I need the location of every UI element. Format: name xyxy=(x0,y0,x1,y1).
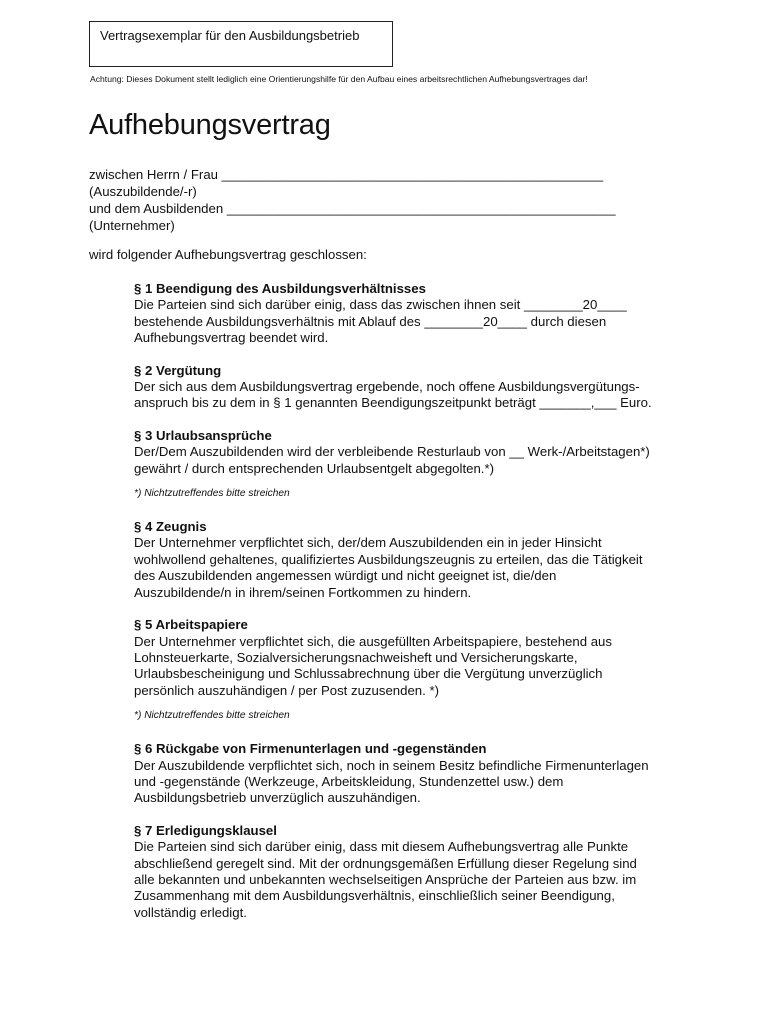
section-6 xyxy=(134,741,694,807)
contract-copy-label: Vertragsexemplar für den Ausbildungsbetrieb xyxy=(100,28,360,43)
parties-block xyxy=(89,166,616,234)
section-text-line: alle bekannten und unbekannten wechselseitigen Ansprüche der Parteien aus bzw. im xyxy=(134,871,637,887)
section-body xyxy=(134,634,694,700)
section-text-line: Der/Dem Auszubildenden wird der verbleibende Resturlaub von __ Werk-/Arbeitstagen*) xyxy=(134,444,650,460)
disclaimer-note: Achtung: Dieses Dokument stellt lediglich eine Orientierungshilfe für den Aufbau eines arbeitsrechtlichen Aufhebungsvertrages dar! xyxy=(90,74,588,84)
section-body xyxy=(134,444,694,477)
section-text-line: Aufhebungsvertrag beendet wird. xyxy=(134,330,329,346)
section-body xyxy=(134,379,694,412)
section-body xyxy=(134,297,694,346)
section-heading: § 7 Erledigungsklausel xyxy=(134,822,277,838)
document-title: Aufhebungsvertrag xyxy=(89,109,331,141)
section-text-line: Der sich aus dem Ausbildungsvertrag ergebende, noch offene Ausbildungsvergütungs- xyxy=(134,379,640,395)
section-text-line: des Auszubildenden angemessen würdigt und nicht geeignet ist, die/den xyxy=(134,568,557,584)
section-text-line: Zusammenhang mit dem Ausbildungsverhältnis, einschließlich seiner Beendigung, xyxy=(134,888,615,904)
section-text-line: Urlaubsbescheinigung und Schlussabrechnung über die Vergütung unverzüglich xyxy=(134,666,603,682)
section-text-line: Der Unternehmer verpflichtet sich, die ausgefüllten Arbeitspapiere, bestehend aus xyxy=(134,633,612,649)
section-heading: § 5 Arbeitspapiere xyxy=(134,617,248,633)
footnote: *) Nichtzutreffendes bitte streichen xyxy=(134,710,290,722)
section-text-line: persönlich auszuhändigen / per Post zuzusenden. *) xyxy=(134,682,439,698)
section-text-line: Der Unternehmer verpflichtet sich, der/dem Auszubildenden ein in jeder Hinsicht xyxy=(134,535,602,551)
section-heading: § 2 Vergütung xyxy=(134,362,222,378)
section-text-line: Die Parteien sind sich darüber einig, dass mit diesem Aufhebungsvertrag alle Punkte xyxy=(134,839,629,855)
sections-list xyxy=(134,281,694,937)
section-body xyxy=(134,535,694,601)
section-text-line: gewährt / durch entsprechenden Urlaubsentgelt abgegolten.*) xyxy=(134,460,494,476)
section-text-line: Die Parteien sind sich darüber einig, dass das zwischen ihnen seit ________20____ xyxy=(134,297,627,313)
section-2 xyxy=(134,363,694,412)
section-heading: § 4 Zeugnis xyxy=(134,519,207,535)
footnote: *) Nichtzutreffendes bitte streichen xyxy=(134,488,290,500)
trainee-name-line: zwischen Herrn / Frau ____________________________________________________ xyxy=(89,167,604,182)
section-text-line: bestehende Ausbildungsverhältnis mit Ablauf des ________20____ durch diesen xyxy=(134,313,607,329)
section-text-line: abschließend geregelt sind. Mit der ordnungsgemäßen Erfüllung dieser Regelung sind xyxy=(134,855,637,871)
section-3 xyxy=(134,428,694,477)
intro-sentence: wird folgender Aufhebungsvertrag geschlossen: xyxy=(89,247,367,262)
section-5 xyxy=(134,617,694,699)
section-1 xyxy=(134,281,694,347)
section-7 xyxy=(134,823,694,921)
section-body xyxy=(134,758,694,807)
employer-name-line: und dem Ausbildenden _____________________________________________________ xyxy=(89,201,616,216)
section-text-line: Ausbildungsbetrieb unverzüglich auszuhändigen. xyxy=(134,790,421,806)
section-text-line: anspruch bis zu dem in § 1 genannten Beendigungszeitpunkt beträgt _______,___ Euro. xyxy=(134,395,652,411)
trainee-role-label: (Auszubildende/-r) xyxy=(89,184,197,199)
employer-role-label: (Unternehmer) xyxy=(89,218,175,233)
section-text-line: Auszubildende/n in ihrem/seinen Fortkommen zu hindern. xyxy=(134,584,472,600)
section-text-line: Lohnsteuerkarte, Sozialversicherungsnachweisheft und Versicherungskarte, xyxy=(134,649,578,665)
section-heading: § 1 Beendigung des Ausbildungsverhältnisses xyxy=(134,281,426,296)
section-text-line: wohlwollend gehaltenes, qualifiziertes Ausbildungszeugnis zu erteilen, das die Tätigkeit xyxy=(134,551,643,567)
section-heading: § 3 Urlaubsansprüche xyxy=(134,427,272,443)
section-body xyxy=(134,839,694,921)
contract-copy-box xyxy=(89,21,393,67)
section-4 xyxy=(134,519,694,601)
section-text-line: und -gegenstände (Werkzeuge, Arbeitskleidung, Stundenzettel usw.) dem xyxy=(134,773,564,789)
section-text-line: vollständig erledigt. xyxy=(134,904,247,920)
section-heading: § 6 Rückgabe von Firmenunterlagen und -gegenständen xyxy=(134,741,487,757)
section-text-line: Der Auszubildende verpflichtet sich, noch in seinem Besitz befindliche Firmenunterlagen xyxy=(134,757,649,773)
